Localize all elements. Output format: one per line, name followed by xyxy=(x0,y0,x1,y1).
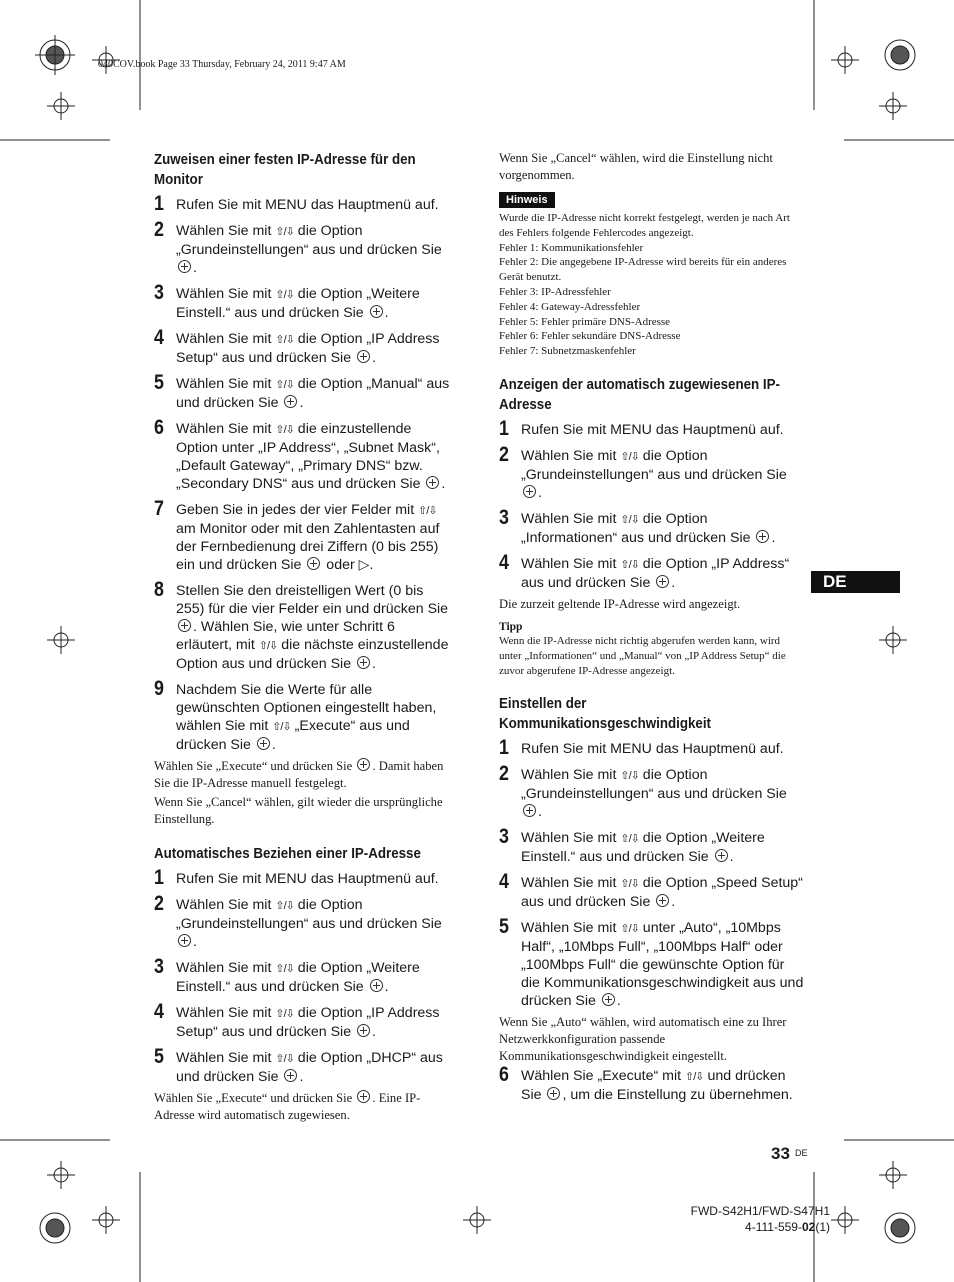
note: Wenn Sie „Auto“ wählen, wird automatisch eine zu Ihrer Netzwerkkonfiguration passende Kommunikationsgeschwindigkeit eingestellt. xyxy=(499,1015,787,1064)
hinweis-line: Fehler 1: Kommunikationsfehler xyxy=(499,241,644,254)
up-down-arrows-icon: ⇧/⇩ xyxy=(275,226,294,238)
enter-button-icon xyxy=(307,557,320,570)
enter-button-icon xyxy=(357,350,370,363)
section-title-speed: Einstellen der Kommunikationsgeschwindigkeit xyxy=(499,696,711,733)
step: 5 Wählen Sie mit ⇧/⇩ die Option „DHCP“ aus und drücken Sie . xyxy=(154,1045,443,1085)
step: 7 Geben Sie in jedes der vier Felder mit ⇧/⇩ am Monitor oder mit den Zahlentasten auf der Fernbedienung drei Ziffern (0 bis 255) ein und drücken Sie oder ▷. xyxy=(154,497,440,573)
intro-note: Wenn Sie „Cancel“ wählen, wird die Einstellung nicht vorgenommen. xyxy=(499,151,773,182)
step: 5 Wählen Sie mit ⇧/⇩ die Option „Manual“ aus und drücken Sie . xyxy=(154,371,450,411)
up-down-arrows-icon: ⇧/⇩ xyxy=(275,379,294,391)
enter-button-icon xyxy=(284,395,297,408)
step: 1 Rufen Sie mit MENU das Hauptmenü auf. xyxy=(154,866,439,889)
hinweis-line: Fehler 5: Fehler primäre DNS-Adresse xyxy=(499,315,671,328)
step: 2 Wählen Sie mit ⇧/⇩ die Option „Grundeinstellungen“ aus und drücken Sie . xyxy=(499,762,787,821)
enter-button-icon xyxy=(602,993,615,1006)
up-down-arrows-icon: ⇧/⇩ xyxy=(620,770,639,783)
step: 3 Wählen Sie mit ⇧/⇩ die Option „Weitere Einstell.“ aus und drücken Sie . xyxy=(154,955,420,995)
note: Wählen Sie „Execute“ und drücken Sie . Eine IP-Adresse wird automatisch zugewiesen. xyxy=(154,1091,421,1122)
up-down-arrows-icon: ⇧/⇩ xyxy=(620,558,639,571)
part-code: 4-111-559-02(1) xyxy=(745,1220,830,1234)
enter-button-icon xyxy=(284,1069,297,1082)
step: 1 Rufen Sie mit MENU das Hauptmenü auf. xyxy=(499,736,784,760)
up-down-arrows-icon: ⇧/⇩ xyxy=(275,963,294,975)
enter-button-icon xyxy=(178,934,191,947)
up-down-arrows-icon: ⇧/⇩ xyxy=(275,1053,294,1065)
up-down-arrows-icon: ⇧/⇩ xyxy=(275,900,294,912)
up-down-arrows-icon: ⇧/⇩ xyxy=(620,513,639,526)
hinweis-line: Fehler 2: Die angegebene IP-Adresse wird bereits für ein anderes Gerät benutzt. xyxy=(499,256,787,284)
hinweis-label: Hinweis xyxy=(499,192,555,208)
enter-button-icon xyxy=(756,530,769,543)
step: 6 Wählen Sie mit ⇧/⇩ die einzustellende Option unter „IP Address“, „Subnet Mask“, „Default Gateway“, „Primary DNS“ bzw. „Secondary DNS“ aus und drücken Sie . xyxy=(154,416,446,492)
step: 8 Stellen Sie den dreistelligen Wert (0 bis 255) für die vier Felder ein und drücken Sie . Wählen Sie, wie unter Schritt 6 erläutert, mit ⇧/⇩ die nächste einzustellende Option aus und drücken Sie . xyxy=(154,578,449,672)
enter-button-icon xyxy=(523,485,536,498)
step: 4 Wählen Sie mit ⇧/⇩ die Option „IP Address Setup“ aus und drücken Sie . xyxy=(154,326,440,366)
step: 1 Rufen Sie mit MENU das Hauptmenü auf. xyxy=(499,416,784,440)
enter-button-icon xyxy=(178,260,191,273)
step: 4 Wählen Sie mit ⇧/⇩ die Option „IP Address Setup“ aus und drücken Sie . xyxy=(154,1000,440,1040)
step: 4 Wählen Sie mit ⇧/⇩ die Option „Speed Setup“ aus und drücken Sie . xyxy=(499,870,803,911)
enter-button-icon xyxy=(257,737,270,750)
enter-button-icon xyxy=(357,758,370,771)
up-down-arrows-icon: ⇧/⇩ xyxy=(620,878,639,891)
tipp-label: Tipp xyxy=(499,620,523,633)
note: Die zurzeit geltende IP-Adresse wird angezeigt. xyxy=(499,596,741,611)
step: 1 Rufen Sie mit MENU das Hauptmenü auf. xyxy=(154,192,439,215)
hinweis-line: Fehler 3: IP-Adressfehler xyxy=(499,285,611,298)
print-header: 040COV.book Page 33 Thursday, February 24, 2011 9:47 AM xyxy=(98,59,346,70)
step: 5 Wählen Sie mit ⇧/⇩ unter „Auto“, „10Mbps Half“, „10Mbps Full“, „100Mbps Half“ oder „100Mbps Full“ die gewünschte Option für die Kommunikationsgeschwindigkeit aus und drücken Sie . xyxy=(499,915,804,1010)
enter-button-icon xyxy=(656,894,669,907)
step: 6 Wählen Sie „Execute“ mit ⇧/⇩ und drücken Sie , um die Einstellung zu übernehmen. xyxy=(499,1063,793,1104)
hinweis-line: Wurde die IP-Adresse nicht korrekt festgelegt, werden je nach Art des Fehlers folgende Fehlercodes angezeigt. xyxy=(499,212,790,239)
section-title-auto-ip: Automatisches Beziehen einer IP-Adresse xyxy=(154,846,421,862)
step: 3 Wählen Sie mit ⇧/⇩ die Option „Weitere Einstell.“ aus und drücken Sie . xyxy=(499,825,765,866)
enter-button-icon xyxy=(547,1087,560,1100)
section-title-fixed-ip: Zuweisen einer festen IP-Adresse für den Monitor xyxy=(154,152,416,188)
step: 2 Wählen Sie mit ⇧/⇩ die Option „Grundeinstellungen“ aus und drücken Sie . xyxy=(154,892,442,950)
model-info xyxy=(691,1203,830,1235)
step: 4 Wählen Sie mit ⇧/⇩ die Option „IP Address“ aus und drücken Sie . xyxy=(499,550,790,591)
page-number: 33 xyxy=(771,1144,790,1163)
hinweis-line: Fehler 6: Fehler sekundäre DNS-Adresse xyxy=(499,330,681,343)
step: 2 Wählen Sie mit ⇧/⇩ die Option „Grundeinstellungen“ aus und drücken Sie . xyxy=(154,218,442,276)
step: 9 Nachdem Sie die Werte für alle gewünschten Optionen eingestellt haben, wählen Sie mit ⇧/⇩ „Execute“ aus und drücken Sie . xyxy=(154,677,437,753)
hinweis-line: Fehler 4: Gateway-Adressfehler xyxy=(499,300,641,313)
up-down-arrows-icon: ⇧/⇩ xyxy=(620,923,639,936)
tipp-text: Wenn die IP-Adresse nicht richtig abgerufen werden kann, wird unter „Informationen“ und „Manual“ von „IP Address Setup“ die zuvor abgerufene IP-Adresse angezeigt. xyxy=(499,634,786,677)
up-down-arrows-icon: ⇧/⇩ xyxy=(258,640,278,652)
note: Wählen Sie „Execute“ und drücken Sie . Damit haben Sie die IP-Adresse manuell festgelegt. xyxy=(154,759,444,790)
up-down-arrows-icon: ⇧/⇩ xyxy=(275,334,294,346)
up-down-arrows-icon: ⇧/⇩ xyxy=(275,424,294,436)
left-column xyxy=(154,150,454,1126)
step: 3 Wählen Sie mit ⇧/⇩ die Option „Informationen“ aus und drücken Sie . xyxy=(499,505,776,546)
up-down-arrows-icon: ⇧/⇩ xyxy=(275,289,294,301)
section-title-show-ip: Anzeigen der automatisch zugewiesenen IP-Adresse xyxy=(499,376,780,413)
enter-button-icon xyxy=(523,804,536,817)
up-down-arrows-icon: ⇧/⇩ xyxy=(275,1008,294,1020)
up-down-arrows-icon: ⇧/⇩ xyxy=(685,1071,704,1084)
note: Wenn Sie „Cancel“ wählen, gilt wieder die ursprüngliche Einstellung. xyxy=(154,795,443,826)
enter-button-icon xyxy=(357,656,370,669)
enter-button-icon xyxy=(370,305,383,318)
enter-button-icon xyxy=(715,849,728,862)
step: 3 Wählen Sie mit ⇧/⇩ die Option „Weitere Einstell.“ aus und drücken Sie . xyxy=(154,281,420,321)
hinweis-line: Fehler 7: Subnetzmaskenfehler xyxy=(499,345,636,358)
enter-button-icon xyxy=(357,1090,370,1103)
enter-button-icon xyxy=(178,619,191,632)
language-tab: DE xyxy=(811,571,900,593)
up-down-arrows-icon: ⇧/⇩ xyxy=(620,450,639,463)
enter-button-icon xyxy=(426,476,439,489)
page-lang: DE xyxy=(795,1148,808,1158)
enter-button-icon xyxy=(656,575,669,588)
up-down-arrows-icon: ⇧/⇩ xyxy=(620,833,639,846)
model-name: FWD-S42H1/FWD-S47H1 xyxy=(690,1204,830,1218)
right-column xyxy=(499,150,804,1112)
enter-button-icon xyxy=(370,979,383,992)
step: 2 Wählen Sie mit ⇧/⇩ die Option „Grundeinstellungen“ aus und drücken Sie . xyxy=(499,442,787,501)
up-down-arrows-icon: ⇧/⇩ xyxy=(272,721,291,733)
up-down-arrows-icon: ⇧/⇩ xyxy=(418,505,437,517)
enter-button-icon xyxy=(357,1024,370,1037)
